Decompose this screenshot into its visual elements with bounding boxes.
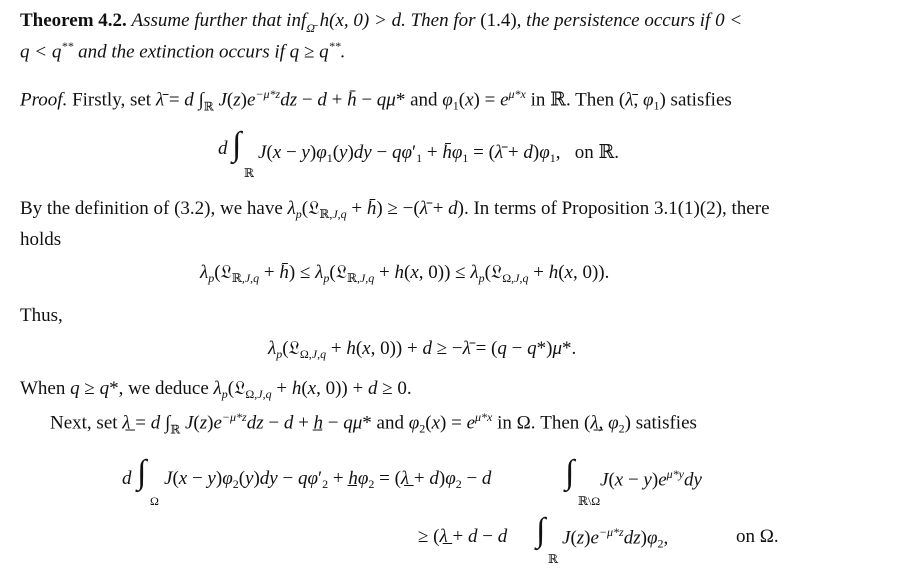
equation-3: $\lambda_p(𝔏_{\Omega,J,q} + h(x$, 0)) + d ≥ −λ̄ = (q − q*)μ*. (268, 338, 577, 361)
equation-4a: $J(x - y)\varphi_2(y)dy - q\varphi'_2$ + $h̲\varphi_2$ = (λ̲ + $d)\varphi_2 - d$ (164, 468, 492, 491)
equation-1: d (218, 138, 228, 159)
thus-text: Thus, (20, 305, 63, 326)
theorem-line-2: q < q** and the extinction occurs if q ≥ q**. (20, 39, 346, 63)
paper-page: Theorem 4.2. Assume further that inf$_{\Omegā}$ h(x, 0) > d. Then for (1.4), the persistence occurs if 0 < q < q** and the extinction occurs if q ≥ q**. Proof. Firstly, set λ̄ = d $\int_ℝ$ $J(z)e^{-\mu*z}dz - d$ + h̄ − qμ* and $\varphi_1(x) = e^{\mu*x}$ in ℝ. Then (λ̄, $\varphi_1$) satisfies d ∫ ℝ $J(x - y)\varphi_1(y)dy - q\varphi'_1$ + $h̄\varphi_1$ = (λ̄ + $d)\varphi_1$, on ℝ. By the definition of (3.2), we have $\lambda_p(𝔏_{ℝ,J,q}$ + h̄) ≥ −(λ̄ + d). In terms of Proposition 3.1(1)(2), there holds $\lambda_p(𝔏_{ℝ,J,q}$ + h̄) ≤ $\lambda_p(𝔏_{ℝ,J,q} + h(x$, $0)) \le \lambda_p(𝔏_{\Omega,J,q} + h(x$, 0)). Thus, $\lambda_p(𝔏_{\Omega,J,q} + h(x$, 0)) + d ≥ −λ̄ = (q − q*)μ*. When q ≥ q*, we deduce $\lambda_p(𝔏_{\Omega,J,q} + h(x$, 0)) + d ≥ 0. Next, set λ̲ = d $\int_ℝ$ $J(z)e^{-\mu*z}dz - d$ + h̲ − qμ* and $\varphi_2(x) = e^{\mu*x}$ in Ω. Then (λ̲, $\varphi_2$) satisfies d ∫ Ω $J(x - y)\varphi_2(y)dy - q\varphi'_2$ + $h̲\varphi_2$ = (λ̲ + $d)\varphi_2 - d$ ∫ ℝ\Ω $J(x - y)e^{\mu*y}dy$ ≥ (λ̲ + d − d ∫ ℝ $J(z)e^{-\mu*z}dz)\varphi_2$, on Ω. (20, 10, 779, 566)
integral-sign: ∫ (232, 126, 242, 163)
integral-sign: ∫ (137, 454, 147, 491)
equation-4b: ≥ (λ̲ + d − d (418, 526, 508, 547)
integral-sign: ∫ (536, 512, 546, 549)
proof-line-1: Proof. Firstly, set λ̄ = d $\int_ℝ$ $J(z)e^{-\mu*z}dz - d$ + h̄ − qμ* and $\varphi_1(x) = e^{\mu*x}$ in ℝ. Then (λ̄, $\varphi_1$) satisfies (20, 87, 732, 114)
proof-line-5: Next, set λ̲ = d $\int_ℝ$ $J(z)e^{-\mu*z}dz - d$ + h̲ − qμ* and $\varphi_2(x) = e^{\mu*x}$ in Ω. Then (λ̲, $\varphi_2$) satisfies (50, 410, 697, 437)
proof-line-3: holds (20, 229, 62, 250)
proof-line-4: When q ≥ q*, we deduce $\lambda_p(𝔏_{\Omega,J,q} + h(x$, 0)) + d ≥ 0. (20, 378, 412, 401)
proof-line-2: By the definition of (3.2), we have $\lambda_p(𝔏_{ℝ,J,q}$ + h̄) ≥ −(λ̄ + d). In terms of Proposition 3.1(1)(2), there (20, 198, 770, 221)
theorem-label: Theorem 4.2. (20, 10, 127, 31)
equation-2: $\lambda_p(𝔏_{ℝ,J,q}$ + h̄) ≤ $\lambda_p(𝔏_{ℝ,J,q} + h(x$, $0)) \le \lambda_p(𝔏_{\Omega,J,q} + h(x$, 0)). (200, 262, 610, 285)
proof-label: Proof. (20, 89, 68, 111)
equation-1-body: $J(x - y)\varphi_1(y)dy - q\varphi'_1$ + $h̄\varphi_1$ = (λ̄ + $d)\varphi_1$, on ℝ. (258, 142, 619, 165)
integral-sign: ∫ (565, 454, 575, 491)
theorem-line-1: Theorem 4.2. Assume further that inf$_{\Omegā}$ h(x, 0) > d. Then for (1.4), the persistence occurs if 0 < (20, 10, 743, 35)
